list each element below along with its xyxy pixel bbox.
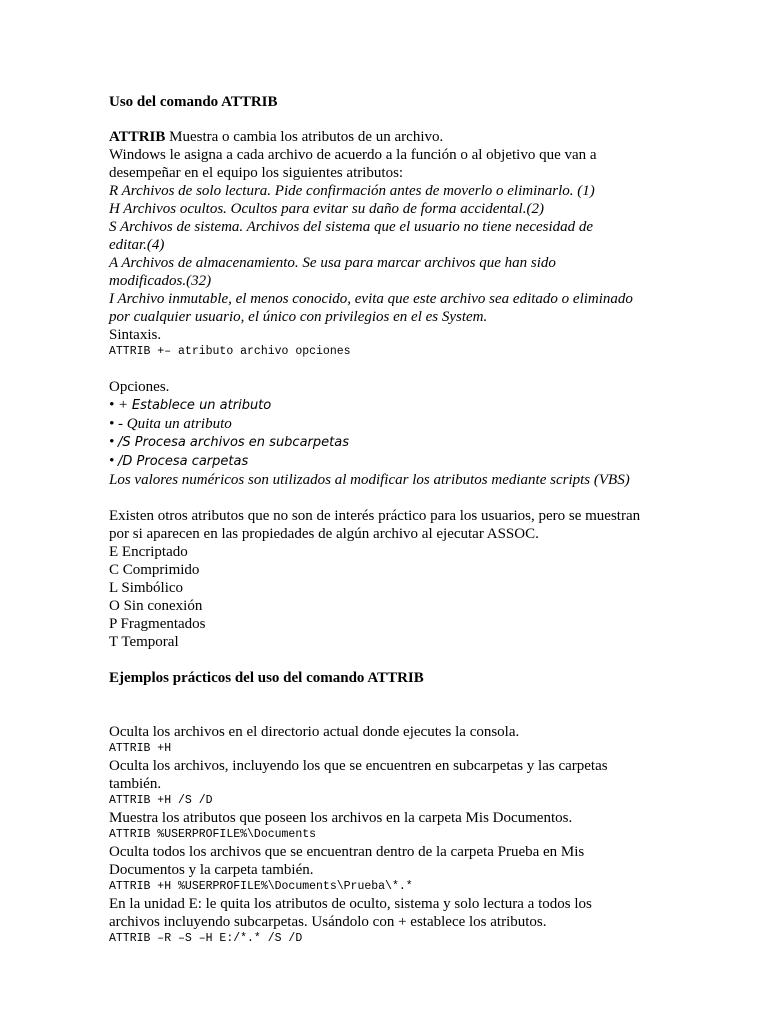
example-1-code: ATTRIB +H [109,742,172,755]
option-folders-text: /D Procesa carpetas [118,454,249,469]
document-title: Uso del comando ATTRIB [109,94,278,110]
example-4-line-1: Oculta todos los archivos que se encuentran dentro de la carpeta Prueba en Mis [109,844,585,860]
option-remove: • - Quita un atributo [109,416,232,432]
other-attr-t: T Temporal [109,634,179,650]
other-attr-c: C Comprimido [109,562,200,578]
spacer [109,360,669,378]
intro2-line-2: desempeñar en el equipo los siguientes atributos: [109,165,404,181]
attr-h: H Archivos ocultos. Ocultos para evitar su daño de forma accidental.(2) [109,201,544,217]
options-note: Los valores numéricos son utilizados al modificar los atributos mediante scripts (VBS) [109,472,630,488]
option-add-text: Establece un atributo [131,398,272,413]
other-attr-l: L Simbólico [109,580,184,596]
option-add [109,396,669,415]
option-subfolders-text: /S Procesa archivos en subcarpetas [118,435,349,450]
example-3-code: ATTRIB %USERPROFILE%\Documents [109,828,317,841]
syntax-code: ATTRIB +– atributo archivo opciones [109,345,351,358]
example-5-line-1: En la unidad E: le quita los atributos de oculto, sistema y solo lectura a todos los [109,896,592,912]
option-folders [109,452,669,471]
intro-line [109,128,669,146]
intro-command: ATTRIB [109,129,166,145]
other-attrs-line-1: Existen otros atributos que no son de interés práctico para los usuarios, pero se muestran [109,508,641,524]
spacer [109,489,669,507]
attr-i-line-1: I Archivo inmutable, el menos conocido, evita que este archivo sea editado o eliminado [109,291,633,307]
examples-title: Ejemplos prácticos del uso del comando ATTRIB [109,670,424,686]
spacer [109,687,669,723]
attr-s-line-2: editar.(4) [109,237,165,253]
option-folders-bullet: • [109,453,119,469]
example-4-code: ATTRIB +H %USERPROFILE%\Documents\Prueba\*.* [109,880,413,893]
option-subfolders [109,433,669,452]
intro-text: Muestra o cambia los atributos de un archivo. [165,129,444,145]
attr-a-line-2: modificados.(32) [109,273,212,289]
example-4-line-2: Documentos y la carpeta también. [109,862,314,878]
example-3-text: Muestra los atributos que poseen los archivos en la carpeta Mis Documentos. [109,810,573,826]
other-attr-e: E Encriptado [109,544,188,560]
example-2-code: ATTRIB +H /S /D [109,794,213,807]
document-page [109,93,669,947]
example-2-line-2: también. [109,776,162,792]
options-label: Opciones. [109,379,170,395]
attr-a-line-1: A Archivos de almacenamiento. Se usa para marcar archivos que han sido [109,255,556,271]
example-2-line-1: Oculta los archivos, incluyendo los que se encuentren en subcarpetas y las carpetas [109,758,608,774]
attr-i-line-2: por cualquier usuario, el único con privilegios en el es System. [109,309,488,325]
example-1-text: Oculta los archivos en el directorio actual donde ejecutes la consola. [109,724,520,740]
option-subfolders-bullet: • [109,434,119,450]
attr-s-line-1: S Archivos de sistema. Archivos del sistema que el usuario no tiene necesidad de [109,219,594,235]
attr-r: R Archivos de solo lectura. Pide confirmación antes de moverlo o eliminarlo. (1) [109,183,595,199]
spacer [109,651,669,669]
example-5-line-2: archivos incluyendo subcarpetas. Usándolo con + establece los atributos. [109,914,547,930]
other-attrs-line-2: por si aparecen en las propiedades de algún archivo al ejecutar ASSOC. [109,526,539,542]
other-attr-o: O Sin conexión [109,598,203,614]
intro2-line-1: Windows le asigna a cada archivo de acuerdo a la función o al objetivo que van a [109,147,597,163]
example-5-code: ATTRIB –R –S –H E:/*.* /S /D [109,932,303,945]
option-add-bullet: • + [109,397,132,413]
syntax-label: Sintaxis. [109,327,162,343]
other-attr-p: P Fragmentados [109,616,206,632]
